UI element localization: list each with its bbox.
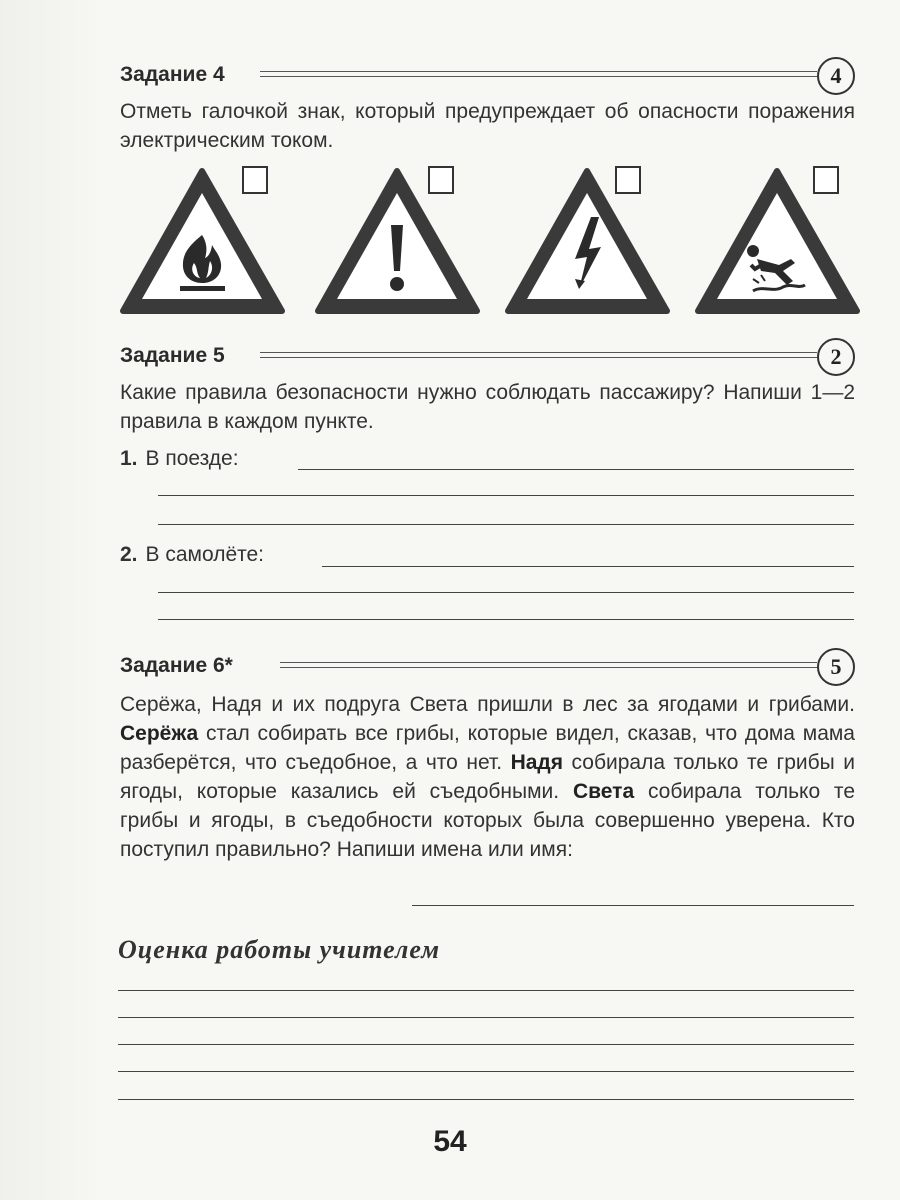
answer-line-train-1[interactable]	[298, 469, 854, 470]
page-gutter-shadow	[0, 0, 110, 1200]
slippery-fall-warning-icon	[695, 167, 860, 315]
exclamation-warning-icon	[315, 167, 480, 315]
grading-line-4[interactable]	[118, 1071, 854, 1072]
sign-slippery	[695, 160, 860, 315]
task5-item-1	[120, 447, 855, 477]
task4-score: 4	[817, 57, 855, 95]
grading-line-1[interactable]	[118, 990, 854, 991]
electric-shock-warning-icon	[505, 167, 670, 315]
task5-item-2-number: 2.	[120, 543, 138, 566]
name-nadya: Надя	[510, 751, 564, 774]
task5-item-1-number: 1.	[120, 447, 138, 470]
task6-rule	[280, 662, 817, 668]
answer-line-names[interactable]	[412, 905, 854, 906]
task5-item-2	[120, 543, 855, 573]
name-sveta: Света	[572, 780, 635, 803]
task4-text: Отметь галочкой знак, который предупреждает об опасности поражения электрическим током.	[120, 100, 855, 152]
grading-title: Оценка работы учителем	[118, 935, 441, 964]
task5-item-1-text: В поезде:	[145, 447, 239, 470]
grading-line-3[interactable]	[118, 1044, 854, 1045]
task6-text-part: стал собирать все грибы, которые видел, сказав, что дома мама разберётся, что съедобное, а что нет.	[120, 722, 855, 774]
task6-header	[120, 648, 855, 688]
fire-warning-icon	[120, 167, 285, 315]
sign-electric	[505, 160, 670, 315]
task6-title: Задание 6*	[120, 654, 239, 678]
answer-line-train-2[interactable]	[158, 495, 854, 496]
task5-rule	[260, 352, 817, 358]
task5-header	[120, 338, 855, 378]
answer-line-plane-2[interactable]	[158, 592, 854, 593]
answer-line-train-3[interactable]	[158, 524, 854, 525]
task6-text-part: собирала только те грибы и ягоды, которые казались ей съедобными.	[120, 751, 855, 803]
task4-header	[120, 57, 855, 97]
grading-line-2[interactable]	[118, 1017, 854, 1018]
task6-text-part: собирала только те грибы и ягоды, в съедобности которых была совершенно уверена. Кто поступил правильно? Напиши имена или имя:	[120, 780, 855, 861]
sign-exclamation	[315, 160, 480, 315]
task5-item-1-label	[120, 447, 239, 471]
task6-score: 5	[817, 648, 855, 686]
task5-item-2-text: В самолёте:	[145, 543, 265, 566]
task4-rule	[260, 71, 817, 77]
task6-text	[120, 690, 855, 864]
task6-text-part: Серёжа, Надя и их подруга Света пришли в лес за ягодами и грибами.	[120, 693, 855, 716]
task5-item-2-label	[120, 543, 264, 567]
task5-text: Какие правила безопасности нужно соблюдать пассажиру? Напиши 1—2 правила в каждом пункте.	[120, 381, 855, 433]
grading-line-5[interactable]	[118, 1099, 854, 1100]
task5-title: Задание 5	[120, 344, 231, 368]
warning-signs	[120, 160, 860, 315]
page-number: 54	[433, 1125, 467, 1158]
task5-score: 2	[817, 338, 855, 376]
name-seryozha: Серёжа	[120, 722, 199, 745]
sign-fire	[120, 160, 285, 315]
task4-title: Задание 4	[120, 63, 231, 87]
answer-line-plane-1[interactable]	[322, 566, 854, 567]
answer-line-plane-3[interactable]	[158, 619, 854, 620]
